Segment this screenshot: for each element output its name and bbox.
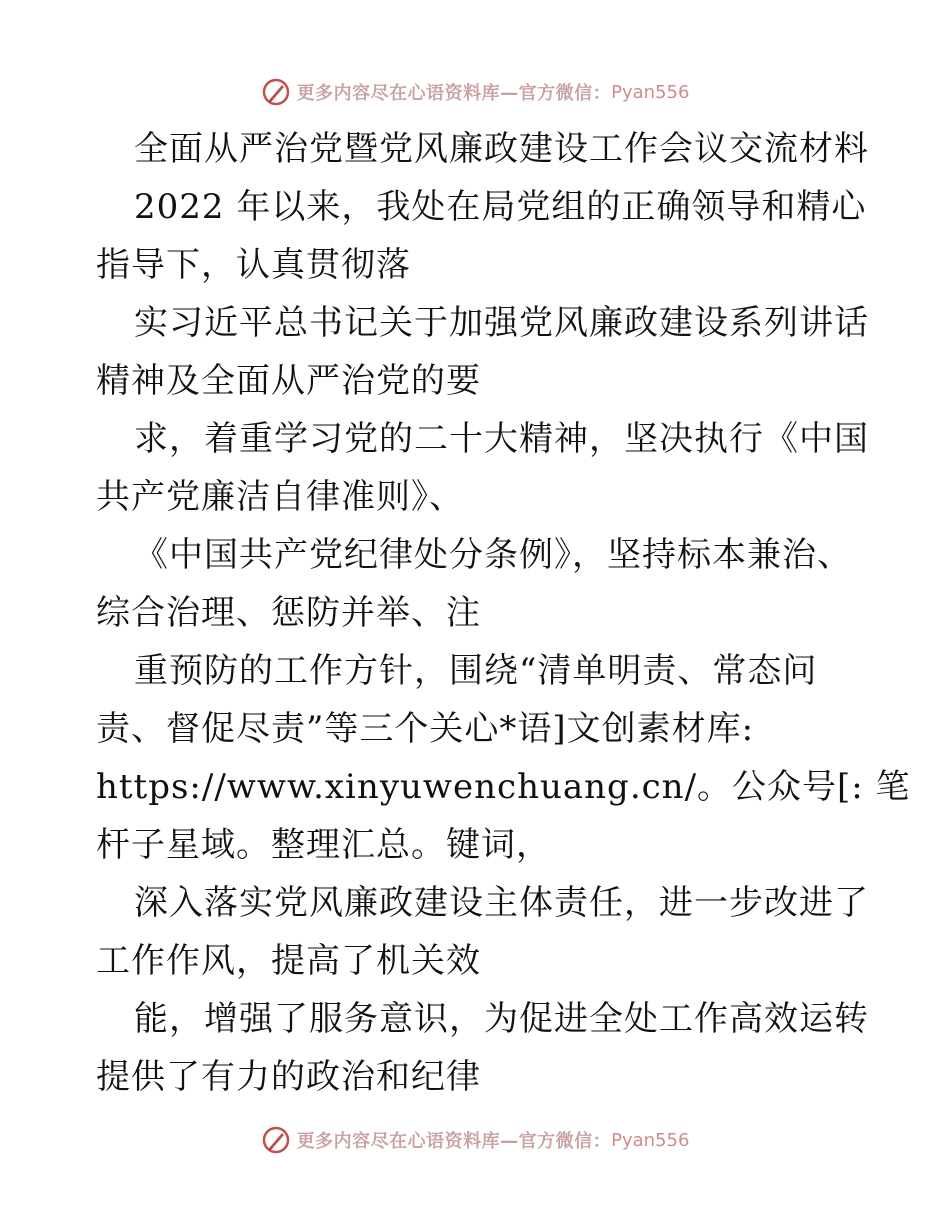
paragraph-line: 重预防的工作方针，围绕“清单明责、常态问: [134, 651, 818, 691]
footer-wechat-id: Pyan556: [611, 1129, 690, 1151]
paragraph-line: 精神及全面从严治党的要: [96, 361, 481, 401]
paragraph-line: 实习近平总书记关于加强党风廉政建设系列讲话: [134, 303, 869, 343]
paragraph-line: 工作作风，提高了机关效: [96, 941, 481, 981]
paragraph-line: https://www.xinyuwenchuang.cn/。公众号[: 笔: [96, 767, 911, 807]
paragraph-line: 求，着重学习党的二十大精神，坚决执行《中国: [134, 419, 869, 459]
paragraph-line: 杆子星域。整理汇总。键词，: [96, 825, 551, 865]
header-text: 更多内容尽在心语资料库—官方微信：: [296, 83, 612, 104]
paragraph-line: 提供了有力的政治和纪律: [96, 1057, 481, 1097]
paragraph-line: 综合治理、惩防并举、注: [96, 593, 481, 633]
header-wechat-id: Pyan556: [611, 81, 690, 103]
paragraph-line: 共产党廉洁自律准则》、: [96, 477, 464, 517]
paragraph-line: 《中国共产党纪律处分条例》，坚持标本兼治、: [134, 535, 852, 575]
paragraph-line: 责、督促尽责”等三个关心*语]文创素材库:: [96, 709, 755, 749]
pen-logo-icon: [261, 77, 291, 107]
pen-logo-icon: [261, 1125, 291, 1155]
header-watermark: [0, 72, 950, 112]
document-title: 全面从严治党暨党风廉政建设工作会议交流材料: [134, 129, 869, 169]
footer-watermark: [0, 1120, 950, 1160]
document-body: [96, 120, 911, 1106]
paragraph-line: 深入落实党风廉政建设主体责任，进一步改进了: [134, 883, 869, 923]
paragraph-line: 能，增强了服务意识，为促进全处工作高效运转: [134, 999, 869, 1039]
paragraph-line: 2022 年以来，我处在局党组的正确领导和精心: [134, 187, 867, 227]
paragraph-line: 指导下，认真贯彻落: [96, 245, 411, 285]
footer-text: 更多内容尽在心语资料库—官方微信：: [296, 1131, 612, 1152]
